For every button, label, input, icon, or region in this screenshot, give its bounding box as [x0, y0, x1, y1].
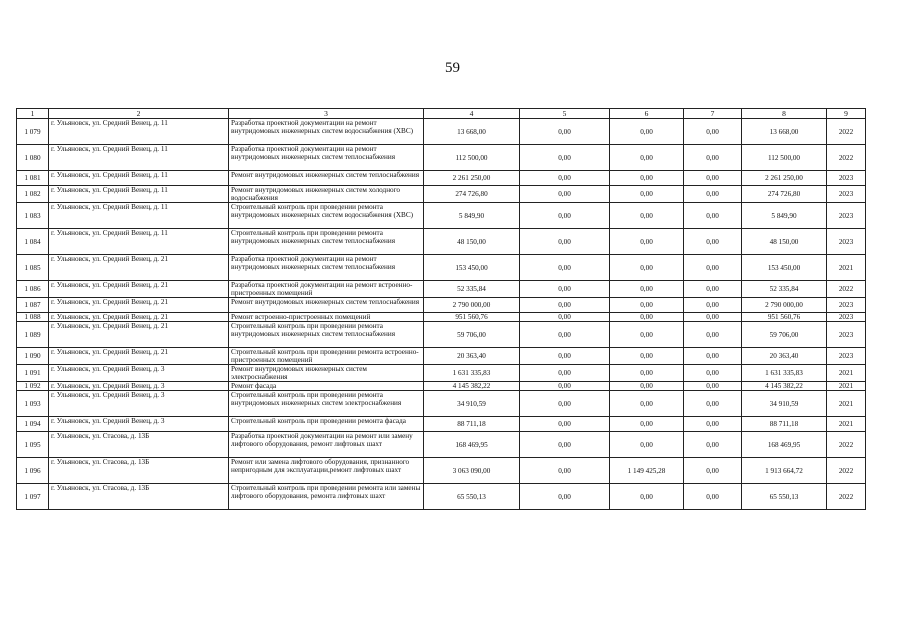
- cell-c5: 0,00: [520, 348, 610, 365]
- cell-c5: 0,00: [520, 458, 610, 484]
- column-header: 4: [424, 109, 520, 119]
- cell-work: Разработка проектной документации на ремонт внутридомовых инженерных систем водоснабжения (ХВС): [229, 119, 424, 145]
- cell-n: 1 089: [17, 322, 49, 348]
- cell-work: Ремонт фасада: [229, 382, 424, 391]
- cell-c5: 0,00: [520, 432, 610, 458]
- cell-c7: 0,00: [684, 391, 742, 417]
- works-table: [16, 108, 866, 510]
- cell-addr: г. Ульяновск, ул. Средний Венец, д. 3: [49, 365, 229, 382]
- cell-c5: 0,00: [520, 417, 610, 432]
- cell-n: 1 093: [17, 391, 49, 417]
- cell-c9: 2021: [827, 417, 866, 432]
- cell-c7: 0,00: [684, 255, 742, 281]
- cell-c8: 951 560,76: [742, 313, 827, 322]
- cell-c5: 0,00: [520, 365, 610, 382]
- cell-addr: г. Ульяновск, ул. Средний Венец, д. 3: [49, 391, 229, 417]
- table-row: [17, 203, 866, 229]
- cell-work: Строительный контроль при проведении ремонта встроенно-пристроенных помещений: [229, 348, 424, 365]
- cell-c9: 2021: [827, 255, 866, 281]
- cell-n: 1 094: [17, 417, 49, 432]
- cell-c9: 2023: [827, 322, 866, 348]
- cell-c8: 274 726,80: [742, 186, 827, 203]
- cell-addr: г. Ульяновск, ул. Стасова, д. 13Б: [49, 484, 229, 510]
- cell-c4: 13 668,00: [424, 119, 520, 145]
- cell-addr: г. Ульяновск, ул. Средний Венец, д. 3: [49, 382, 229, 391]
- cell-addr: г. Ульяновск, ул. Средний Венец, д. 11: [49, 171, 229, 186]
- cell-c7: 0,00: [684, 186, 742, 203]
- cell-c6: 0,00: [610, 186, 684, 203]
- cell-n: 1 084: [17, 229, 49, 255]
- cell-c7: 0,00: [684, 145, 742, 171]
- cell-work: Строительный контроль при проведении ремонта или замены лифтового оборудования, ремонта лифтовых шахт: [229, 484, 424, 510]
- cell-c9: 2022: [827, 281, 866, 298]
- cell-c7: 0,00: [684, 322, 742, 348]
- cell-c9: 2021: [827, 365, 866, 382]
- cell-c4: 3 063 090,00: [424, 458, 520, 484]
- cell-work: Разработка проектной документации на ремонт или замену лифтового оборудования, ремонт лифтовых шахт: [229, 432, 424, 458]
- cell-c9: 2022: [827, 484, 866, 510]
- table-header-row: [17, 109, 866, 119]
- cell-c6: 0,00: [610, 348, 684, 365]
- cell-c7: 0,00: [684, 119, 742, 145]
- cell-work: Ремонт внутридомовых инженерных систем электроснабжения: [229, 365, 424, 382]
- cell-c8: 48 150,00: [742, 229, 827, 255]
- cell-c9: 2023: [827, 348, 866, 365]
- table-row: [17, 298, 866, 313]
- cell-c7: 0,00: [684, 484, 742, 510]
- cell-c5: 0,00: [520, 119, 610, 145]
- cell-addr: г. Ульяновск, ул. Средний Венец, д. 21: [49, 348, 229, 365]
- cell-n: 1 085: [17, 255, 49, 281]
- cell-n: 1 096: [17, 458, 49, 484]
- cell-c9: 2023: [827, 298, 866, 313]
- cell-c6: 0,00: [610, 119, 684, 145]
- cell-c8: 1 913 664,72: [742, 458, 827, 484]
- cell-c8: 112 500,00: [742, 145, 827, 171]
- cell-work: Строительный контроль при проведении ремонта внутридомовых инженерных систем теплоснабжения: [229, 322, 424, 348]
- cell-n: 1 083: [17, 203, 49, 229]
- cell-c6: 0,00: [610, 281, 684, 298]
- cell-c4: 1 631 335,83: [424, 365, 520, 382]
- cell-c7: 0,00: [684, 417, 742, 432]
- cell-n: 1 095: [17, 432, 49, 458]
- cell-c8: 2 790 000,00: [742, 298, 827, 313]
- cell-c9: 2022: [827, 432, 866, 458]
- table-row: [17, 432, 866, 458]
- cell-addr: г. Ульяновск, ул. Средний Венец, д. 21: [49, 255, 229, 281]
- cell-c6: 0,00: [610, 391, 684, 417]
- table-row: [17, 313, 866, 322]
- cell-addr: г. Ульяновск, ул. Средний Венец, д. 11: [49, 119, 229, 145]
- column-header: 9: [827, 109, 866, 119]
- cell-work: Строительный контроль при проведении ремонта фасада: [229, 417, 424, 432]
- cell-c6: 0,00: [610, 298, 684, 313]
- cell-c7: 0,00: [684, 382, 742, 391]
- cell-addr: г. Ульяновск, ул. Средний Венец, д. 11: [49, 186, 229, 203]
- cell-c8: 2 261 250,00: [742, 171, 827, 186]
- cell-c9: 2021: [827, 382, 866, 391]
- column-header: 8: [742, 109, 827, 119]
- cell-c5: 0,00: [520, 145, 610, 171]
- cell-c4: 34 910,59: [424, 391, 520, 417]
- cell-c9: 2023: [827, 203, 866, 229]
- page-number: 59: [445, 60, 460, 76]
- cell-c4: 153 450,00: [424, 255, 520, 281]
- cell-c6: 0,00: [610, 417, 684, 432]
- cell-n: 1 081: [17, 171, 49, 186]
- cell-c7: 0,00: [684, 203, 742, 229]
- cell-c5: 0,00: [520, 171, 610, 186]
- cell-c8: 1 631 335,83: [742, 365, 827, 382]
- table-row: [17, 417, 866, 432]
- cell-c6: 0,00: [610, 313, 684, 322]
- cell-n: 1 097: [17, 484, 49, 510]
- cell-c7: 0,00: [684, 313, 742, 322]
- cell-addr: г. Ульяновск, ул. Средний Венец, д. 11: [49, 229, 229, 255]
- cell-c8: 34 910,59: [742, 391, 827, 417]
- cell-c5: 0,00: [520, 322, 610, 348]
- cell-work: Разработка проектной документации на ремонт встроенно-пристроенных помещений: [229, 281, 424, 298]
- cell-n: 1 088: [17, 313, 49, 322]
- cell-c5: 0,00: [520, 203, 610, 229]
- cell-c6: 0,00: [610, 382, 684, 391]
- cell-work: Строительный контроль при проведении ремонта внутридомовых инженерных систем теплоснабжения: [229, 229, 424, 255]
- cell-addr: г. Ульяновск, ул. Стасова, д. 13Б: [49, 432, 229, 458]
- cell-c6: 0,00: [610, 255, 684, 281]
- cell-c4: 2 790 000,00: [424, 298, 520, 313]
- cell-c8: 52 335,84: [742, 281, 827, 298]
- cell-work: Строительный контроль при проведении ремонта внутридомовых инженерных систем водоснабжения (ХВС): [229, 203, 424, 229]
- cell-c7: 0,00: [684, 171, 742, 186]
- cell-c8: 5 849,90: [742, 203, 827, 229]
- cell-c7: 0,00: [684, 298, 742, 313]
- column-header: 2: [49, 109, 229, 119]
- cell-c4: 52 335,84: [424, 281, 520, 298]
- cell-work: Ремонт встроенно-пристроенных помещений: [229, 313, 424, 322]
- cell-addr: г. Ульяновск, ул. Средний Венец, д. 21: [49, 281, 229, 298]
- cell-addr: г. Ульяновск, ул. Средний Венец, д. 11: [49, 203, 229, 229]
- cell-addr: г. Ульяновск, ул. Средний Венец, д. 11: [49, 145, 229, 171]
- table-row: [17, 458, 866, 484]
- cell-c5: 0,00: [520, 186, 610, 203]
- column-header: 1: [17, 109, 49, 119]
- cell-c5: 0,00: [520, 255, 610, 281]
- cell-work: Разработка проектной документации на ремонт внутридомовых инженерных систем теплоснабжения: [229, 255, 424, 281]
- cell-c8: 88 711,18: [742, 417, 827, 432]
- cell-c7: 0,00: [684, 432, 742, 458]
- cell-c5: 0,00: [520, 484, 610, 510]
- cell-c6: 1 149 425,28: [610, 458, 684, 484]
- cell-c5: 0,00: [520, 298, 610, 313]
- cell-c8: 168 469,95: [742, 432, 827, 458]
- table-row: [17, 322, 866, 348]
- cell-c4: 88 711,18: [424, 417, 520, 432]
- column-header: 5: [520, 109, 610, 119]
- table-row: [17, 484, 866, 510]
- cell-work: Ремонт или замена лифтового оборудования, признанного непригодным для эксплуатации,ремонт лифтовых шахт: [229, 458, 424, 484]
- table-row: [17, 281, 866, 298]
- table-row: [17, 186, 866, 203]
- cell-c9: 2021: [827, 391, 866, 417]
- cell-c9: 2023: [827, 171, 866, 186]
- cell-c7: 0,00: [684, 348, 742, 365]
- cell-c6: 0,00: [610, 484, 684, 510]
- cell-c6: 0,00: [610, 171, 684, 186]
- cell-n: 1 080: [17, 145, 49, 171]
- cell-c9: 2022: [827, 119, 866, 145]
- cell-n: 1 086: [17, 281, 49, 298]
- cell-c7: 0,00: [684, 365, 742, 382]
- cell-c6: 0,00: [610, 229, 684, 255]
- cell-c7: 0,00: [684, 229, 742, 255]
- cell-c6: 0,00: [610, 322, 684, 348]
- cell-work: Строительный контроль при проведении ремонта внутридомовых инженерных систем электроснабжения: [229, 391, 424, 417]
- cell-c8: 4 145 382,22: [742, 382, 827, 391]
- cell-work: Ремонт внутридомовых инженерных систем теплоснабжения: [229, 298, 424, 313]
- cell-n: 1 082: [17, 186, 49, 203]
- cell-c8: 13 668,00: [742, 119, 827, 145]
- table-row: [17, 255, 866, 281]
- cell-c4: 59 706,00: [424, 322, 520, 348]
- cell-c6: 0,00: [610, 432, 684, 458]
- cell-c4: 48 150,00: [424, 229, 520, 255]
- cell-c7: 0,00: [684, 281, 742, 298]
- cell-c6: 0,00: [610, 203, 684, 229]
- cell-n: 1 090: [17, 348, 49, 365]
- column-header: 6: [610, 109, 684, 119]
- table-row: [17, 229, 866, 255]
- cell-c6: 0,00: [610, 145, 684, 171]
- cell-c4: 4 145 382,22: [424, 382, 520, 391]
- cell-work: Разработка проектной документации на ремонт внутридомовых инженерных систем теплоснабжения: [229, 145, 424, 171]
- cell-addr: г. Ульяновск, ул. Средний Венец, д. 21: [49, 298, 229, 313]
- cell-work: Ремонт внутридомовых инженерных систем холодного водоснабжения: [229, 186, 424, 203]
- cell-n: 1 087: [17, 298, 49, 313]
- table-row: [17, 365, 866, 382]
- cell-c8: 65 550,13: [742, 484, 827, 510]
- table-row: [17, 171, 866, 186]
- cell-c8: 20 363,40: [742, 348, 827, 365]
- cell-n: 1 091: [17, 365, 49, 382]
- table-row: [17, 119, 866, 145]
- cell-n: 1 079: [17, 119, 49, 145]
- cell-c4: 20 363,40: [424, 348, 520, 365]
- cell-c9: 2022: [827, 458, 866, 484]
- cell-addr: г. Ульяновск, ул. Средний Венец, д. 3: [49, 417, 229, 432]
- table-row: [17, 348, 866, 365]
- cell-c4: 65 550,13: [424, 484, 520, 510]
- cell-addr: г. Ульяновск, ул. Стасова, д. 13Б: [49, 458, 229, 484]
- cell-c9: 2022: [827, 145, 866, 171]
- cell-c4: 168 469,95: [424, 432, 520, 458]
- cell-c5: 0,00: [520, 281, 610, 298]
- cell-addr: г. Ульяновск, ул. Средний Венец, д. 21: [49, 322, 229, 348]
- cell-n: 1 092: [17, 382, 49, 391]
- cell-c4: 951 560,76: [424, 313, 520, 322]
- cell-c8: 153 450,00: [742, 255, 827, 281]
- cell-c4: 274 726,80: [424, 186, 520, 203]
- cell-c7: 0,00: [684, 458, 742, 484]
- column-header: 3: [229, 109, 424, 119]
- cell-c6: 0,00: [610, 365, 684, 382]
- cell-c9: 2023: [827, 186, 866, 203]
- cell-c5: 0,00: [520, 313, 610, 322]
- cell-c4: 112 500,00: [424, 145, 520, 171]
- cell-c9: 2023: [827, 229, 866, 255]
- cell-c9: 2023: [827, 313, 866, 322]
- table-row: [17, 382, 866, 391]
- table-row: [17, 391, 866, 417]
- cell-c4: 2 261 250,00: [424, 171, 520, 186]
- column-header: 7: [684, 109, 742, 119]
- cell-c5: 0,00: [520, 229, 610, 255]
- table-row: [17, 145, 866, 171]
- cell-c5: 0,00: [520, 382, 610, 391]
- cell-c8: 59 706,00: [742, 322, 827, 348]
- cell-work: Ремонт внутридомовых инженерных систем теплоснабжения: [229, 171, 424, 186]
- cell-c5: 0,00: [520, 391, 610, 417]
- cell-addr: г. Ульяновск, ул. Средний Венец, д. 21: [49, 313, 229, 322]
- cell-c4: 5 849,90: [424, 203, 520, 229]
